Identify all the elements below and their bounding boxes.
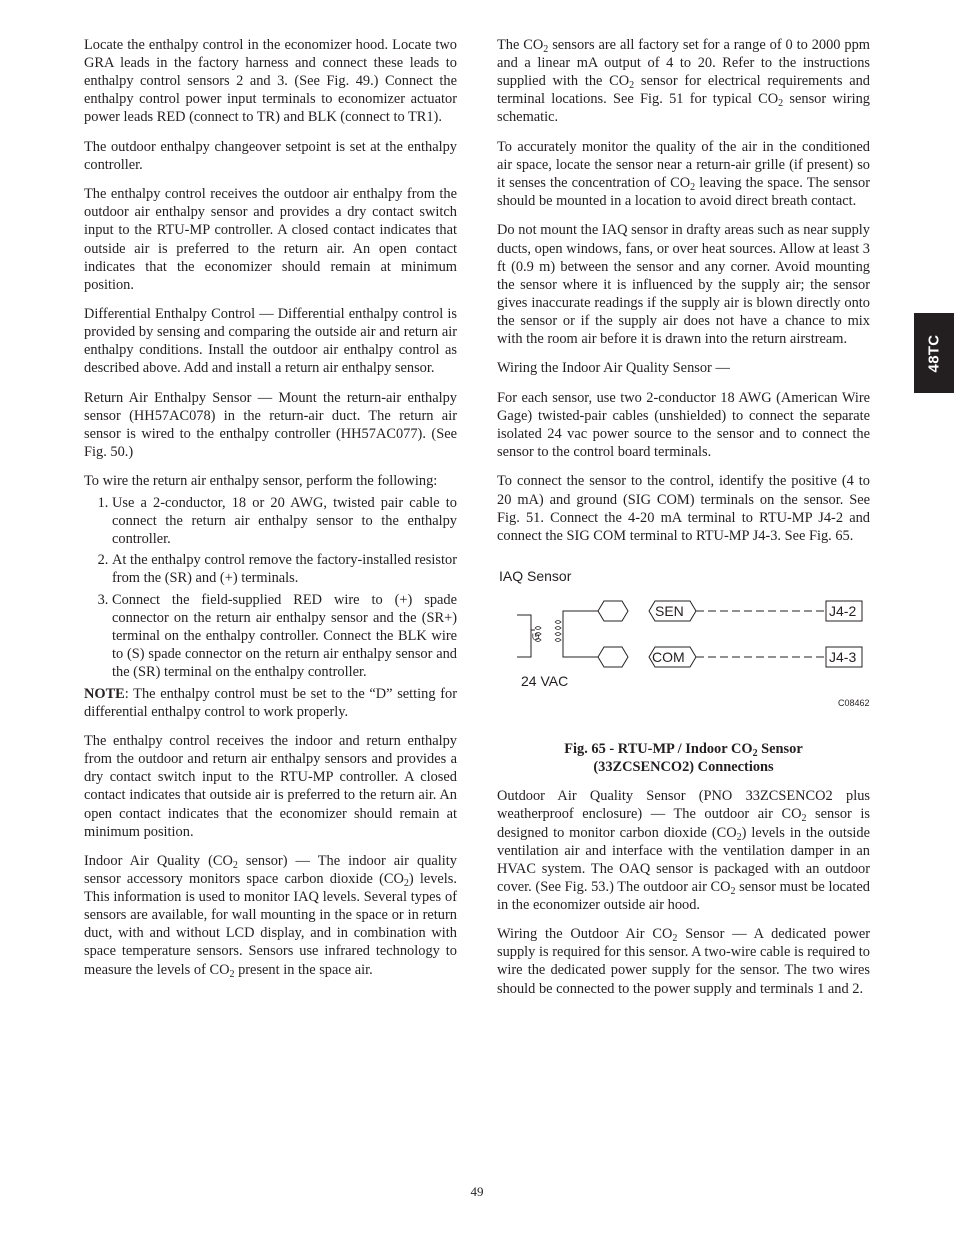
paragraph: Wiring the Outdoor Air $CO_2$ Sensor — A dedicated power supply is required for this sensor. A two-wire cable is required to wire the dedicated power supply for the sensor. The two wires should be connected to the power supply and terminals 1 and 2. bbox=[497, 926, 871, 997]
transformer-secondary-coil-icon bbox=[555, 621, 561, 642]
paragraph: Locate the enthalpy control in the economizer hood. Locate two GRA leads in the factory harness and connect these leads to enthalpy control sensors 2 and 3. (See Fig. 49.) Connect the enthalpy control power input terminals to economizer actuator power leads RED (connect to TR) and BLK (connect to TR1). bbox=[84, 37, 457, 126]
note-label: NOTE bbox=[84, 685, 125, 702]
paragraph: Outdoor Air Quality Sensor (PNO 33ZCSENCO2 plus weatherproof enclosure) — The outdoor air $CO_2$ sensor is designed to monitor carbon dioxide $(CO_2)$ levels in the outside ventilation air and interface with the ventilation damper in an HVAC system. The OAQ sensor is packaged with an outdoor cover. (See Fig. 53.) The outdoor air $CO_2$ sensor must be located in the economizer outside air hood. bbox=[497, 788, 871, 913]
j4-2-label: J4-2 bbox=[829, 603, 857, 620]
list-item: 2. At the enthalpy control remove the factory-installed resistor from the (SR) and (+) terminals. bbox=[112, 551, 457, 587]
com-label: COM bbox=[652, 649, 685, 666]
paragraph: To connect the sensor to the control, identify the positive (4 to 20 mA) and ground (SIG COM) terminals on the sensor. See Fig. 51. Connect the 4-20 mA terminal to RTU-MP J4-2 and connect the SIG COM terminal to RTU-MP J4-3. See Fig. 65. bbox=[497, 473, 870, 544]
paragraph: To accurately monitor the quality of the air in the conditioned air space, locate the sensor near a return-air grille (if present) so it senses the concentration of $CO_2$ leaving the space. The sensor should be mounted in a location to avoid direct breath contact. bbox=[497, 138, 870, 210]
24vac-label: 24 VAC bbox=[521, 673, 569, 690]
power-terminal-bottom bbox=[598, 647, 628, 667]
paragraph: To wire the return air enthalpy sensor, perform the following: bbox=[84, 473, 438, 490]
figure-code: C08462 bbox=[838, 698, 870, 709]
power-terminal-top bbox=[598, 601, 628, 621]
power-lead-top bbox=[563, 611, 598, 615]
paragraph: Return Air Enthalpy Sensor — Mount the return-air enthalpy sensor (HH57AC078) in the return-air duct. The return air sensor is wired to the enthalpy controller (HH57AC077). (See Fig. 50.) bbox=[84, 389, 457, 461]
paragraph: The enthalpy control receives the indoor and return enthalpy from the outdoor and return air enthalpy sensors and provides a dry contact switch input to the RTU-MP controller. A closed contact indicates that outside air is preferred to the return air. An open contact indicates that the economizer should remain at minimum position. bbox=[84, 733, 457, 840]
paragraph: The outdoor enthalpy changeover setpoint is set at the enthalpy controller. bbox=[84, 138, 457, 173]
coil-icon: ᘎ bbox=[532, 632, 540, 643]
wiring-schematic bbox=[497, 556, 870, 748]
j4-3-label: J4-3 bbox=[829, 649, 857, 666]
note-text: : The enthalpy control must be set to the “D” setting for differential enthalpy control to work properly. bbox=[84, 685, 457, 720]
section-tab bbox=[914, 313, 954, 393]
paragraph: The $CO_2$ sensors are all factory set for a range of 0 to 2000 ppm and a linear mA output of 4 to 20. Refer to the instructions supplied with the $CO_2$ sensor for electrical requirements and terminal locations. See Fig. 51 for typical $CO_2$ sensor wiring schematic. bbox=[497, 37, 870, 126]
note-paragraph bbox=[84, 685, 457, 721]
list-item: 3. Connect the field-supplied RED wire to (+) spade connector on the return air enthalpy sensor and the (SR+) terminal on the enthalpy controller. Connect the BLK wire to (S) spade connector on the return air enthalpy sensor and the (SR) terminal on the enthalpy controller. bbox=[112, 591, 457, 681]
section-tab-label: 48TC bbox=[925, 334, 943, 372]
paragraph: The enthalpy control receives the outdoor air enthalpy from the outdoor air enthalpy sensor and provides a dry contact switch input to the RTU-MP controller. A closed contact indicates that outside air is preferred to the return air. An open contact indicates that the economizer should remain at minimum position. bbox=[84, 186, 457, 293]
figure-caption: Fig. 65 - RTU-MP / Indoor $CO_2$ Sensor (33ZCSENCO2) Connections bbox=[564, 741, 803, 776]
paragraph: Indoor Air Quality ($CO_2$ sensor) — The indoor air quality sensor accessory monitors space carbon dioxide $(CO_2)$ levels. This information is used to monitor IAQ levels. Several types of sensors are available, for wall mounting in the space or in return duct, with and without LCD display, and in combination with space temperature sensors. Sensors use infrared technology to measure the levels of $CO_2$ present in the space air. bbox=[84, 853, 458, 980]
paragraph: Wiring the Indoor Air Quality Sensor — bbox=[497, 360, 730, 377]
wiring-steps-list bbox=[84, 494, 457, 682]
paragraph: Do not mount the IAQ sensor in drafty areas such as near supply ducts, open windows, fans, or over heat sources. Allow at least 3 ft (0.9 m) between the sensor and any corner. Avoid mounting the sensor where it is influenced by the supply air; the sensor gives inaccurate readings if the supply air is blown directly onto the sensor or if the supply air does not have a chance to mix with the room air before it is drawn into the return airstream. bbox=[497, 222, 870, 347]
page-number: 49 bbox=[470, 1184, 484, 1199]
iaq-wiring-diagram bbox=[497, 556, 870, 748]
iaq-sensor-title: IAQ Sensor bbox=[499, 568, 572, 585]
paragraph: For each sensor, use two 2-conductor 18 AWG (American Wire Gage) twisted-pair cables (unshielded) to connect the separate isolated 24 vac power source to the sensor and to connect the sensor to the control board terminals. bbox=[497, 389, 870, 461]
paragraph: Differential Enthalpy Control — Differential enthalpy control is provided by sensing and comparing the outside air and return air enthalpy conditions. Install the outdoor air enthalpy control as described above. Add and install a return air enthalpy sensor. bbox=[84, 306, 457, 377]
list-item: 1. Use a 2-conductor, 18 or 20 AWG, twisted pair cable to connect the return air enthalpy sensor to the enthalpy controller. bbox=[112, 494, 457, 548]
sen-label: SEN bbox=[655, 603, 684, 620]
power-lead-bottom bbox=[563, 646, 598, 657]
left-column bbox=[84, 36, 457, 990]
transformer-primary-lead bbox=[517, 615, 531, 657]
right-column bbox=[497, 36, 870, 1009]
